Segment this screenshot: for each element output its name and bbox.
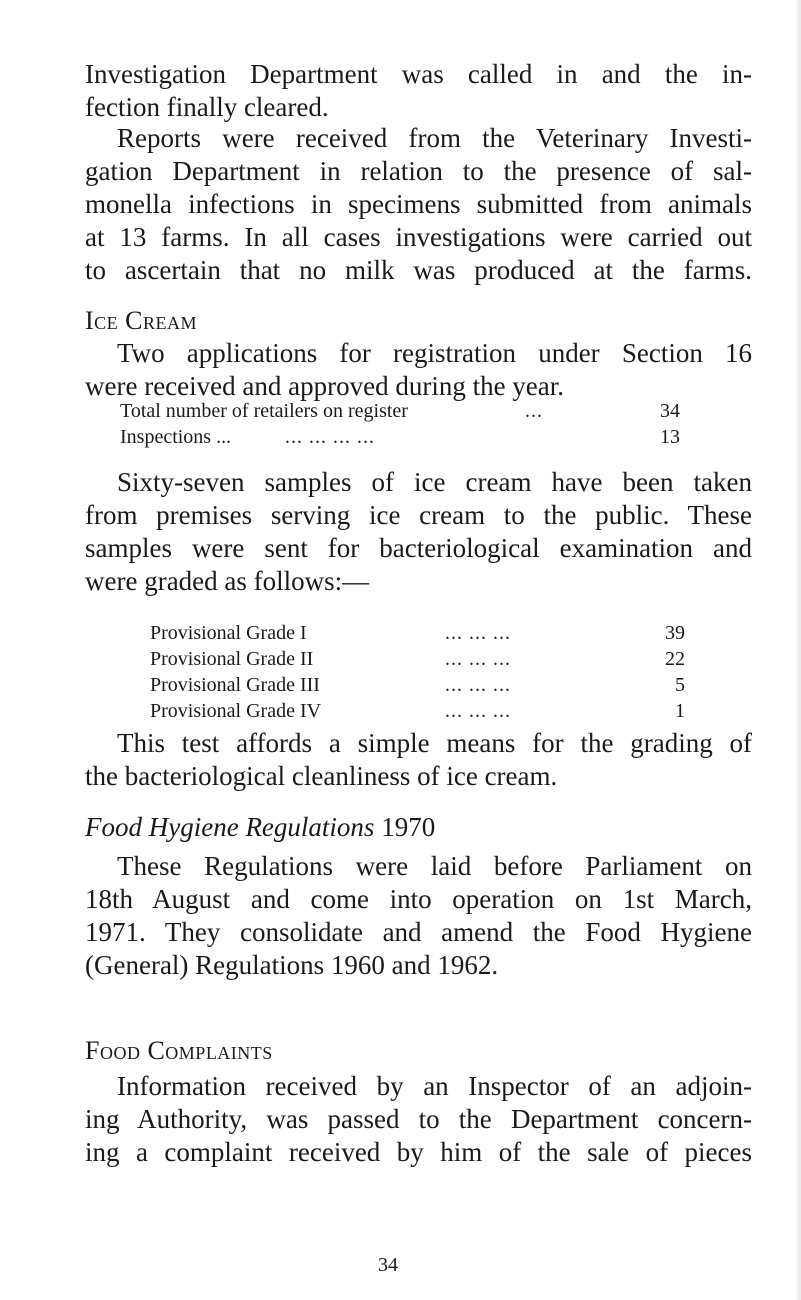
page-edge-shadow — [795, 0, 801, 1300]
text-line: at 13 farms. In all cases investigations were carried out — [85, 222, 752, 252]
table-row — [120, 398, 680, 424]
row-value: 34 — [660, 400, 680, 422]
text-line: from premises serving ice cream to the public. These — [85, 500, 752, 530]
ice-cream-registration-paragraph — [85, 337, 752, 403]
text-line: samples were sent for bacteriological examination and — [85, 533, 752, 563]
text-line: 1971. They consolidate and amend the Food Hygiene — [85, 917, 752, 947]
ice-cream-heading: Ice Cream — [85, 306, 198, 335]
food-complaints-paragraph — [85, 1070, 752, 1169]
text-line: to ascertain that no milk was produced at the farms. — [85, 255, 752, 285]
text-line: the bacteriological cleanliness of ice cream. — [85, 761, 558, 791]
leader-dots: ... ... ... — [445, 674, 511, 696]
row-label: Total number of retailers on register — [120, 400, 408, 422]
table-row — [150, 646, 685, 672]
row-value: 1 — [675, 700, 685, 722]
text-line: Sixty-seven samples of ice cream have been taken — [117, 467, 752, 497]
heading-year: 1970 — [381, 812, 436, 842]
row-value: 39 — [665, 622, 685, 644]
text-line: gation Department in relation to the presence of sal- — [85, 156, 752, 186]
row-value: 5 — [675, 674, 685, 696]
food-hygiene-heading — [85, 812, 435, 843]
leader-dots: ... ... ... — [445, 700, 511, 722]
text-line: This test affords a simple means for the grading of — [117, 728, 752, 758]
ice-cream-conclusion-paragraph — [85, 727, 752, 793]
row-label: Provisional Grade I — [150, 622, 307, 644]
text-line: 18th August and come into operation on 1st March, — [85, 884, 752, 914]
table-row — [120, 424, 680, 450]
text-line: monella infections in specimens submitted from animals — [85, 189, 752, 219]
table-row — [150, 698, 685, 724]
text-line: were received and approved during the year. — [85, 371, 565, 401]
grades-table — [150, 620, 685, 724]
row-label: Provisional Grade II — [150, 648, 314, 670]
text-line: ing Authority, was passed to the Department concern- — [85, 1104, 752, 1134]
row-value: 22 — [665, 648, 685, 670]
reports-paragraph — [85, 122, 752, 287]
intro-paragraph — [85, 58, 752, 124]
text-line: fection finally cleared. — [85, 92, 329, 122]
leader-dots: ... — [525, 400, 543, 422]
text-line: Two applications for registration under Section 16 — [117, 338, 752, 368]
text-line: Information received by an Inspector of an adjoin- — [117, 1071, 752, 1101]
row-label: Provisional Grade III — [150, 674, 320, 696]
row-label: Provisional Grade IV — [150, 700, 322, 722]
heading-title: Food Hygiene Regulations — [85, 812, 375, 842]
leader-dots: ... ... ... ... — [285, 426, 375, 448]
leader-dots: ... ... ... — [445, 622, 511, 644]
leader-dots: ... ... ... — [445, 648, 511, 670]
text-line: These Regulations were laid before Parliament on — [117, 851, 752, 881]
row-value: 13 — [660, 426, 680, 448]
page-number: 34 — [378, 1254, 398, 1276]
text-line: Investigation Department was called in and the in- — [85, 59, 752, 89]
text-line: Reports were received from the Veterinary Investi- — [117, 123, 752, 153]
table-row — [150, 672, 685, 698]
row-label: Inspections ... — [120, 426, 232, 448]
ice-cream-samples-paragraph — [85, 466, 752, 598]
food-hygiene-paragraph — [85, 850, 752, 982]
food-complaints-heading: Food Complaints — [85, 1036, 273, 1065]
text-line: were graded as follows:— — [85, 566, 370, 596]
text-line: ing a complaint received by him of the sale of pieces — [85, 1137, 752, 1167]
text-line: (General) Regulations 1960 and 1962. — [85, 950, 499, 980]
register-table — [120, 398, 680, 450]
table-row — [150, 620, 685, 646]
